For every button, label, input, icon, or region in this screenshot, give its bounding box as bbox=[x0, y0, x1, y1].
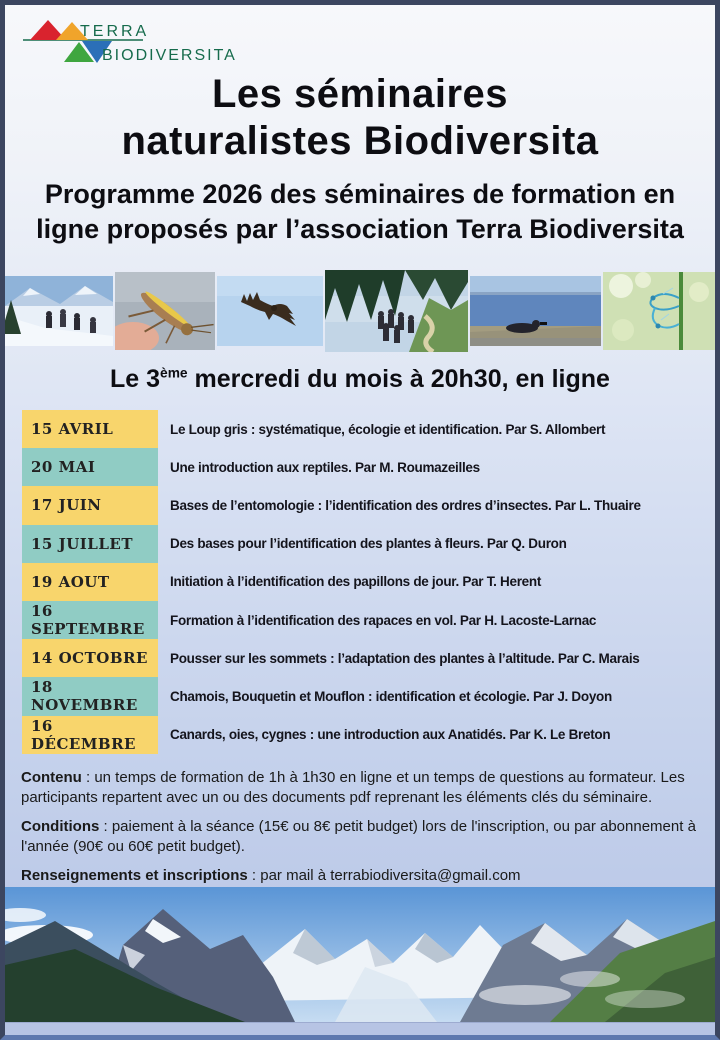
info-sections bbox=[21, 768, 703, 895]
info-label: Conditions bbox=[21, 818, 100, 836]
session-row bbox=[22, 448, 705, 486]
session-date: 16 SEPTEMBRE bbox=[22, 601, 158, 639]
footer-bar bbox=[5, 1022, 715, 1035]
info-paragraph bbox=[21, 768, 703, 808]
session-row bbox=[22, 410, 705, 448]
photo-hikers-in-snow bbox=[5, 276, 113, 346]
mountain-panorama-photo bbox=[5, 887, 715, 1022]
session-description: Canards, oies, cygnes : une introduction aux Anatidés. Par K. Le Breton bbox=[170, 727, 611, 743]
schedule-table bbox=[22, 410, 705, 754]
schedule-heading bbox=[5, 365, 715, 394]
terra-biodiversita-logo bbox=[18, 16, 248, 68]
info-label: Renseignements et inscriptions bbox=[21, 867, 248, 885]
session-date: 14 OCTOBRE bbox=[22, 639, 158, 677]
photo-photographer-at-lakeshore bbox=[470, 276, 601, 346]
schedule-heading-suffix: mercredi du mois à 20h30, en ligne bbox=[187, 365, 610, 393]
schedule-heading-sup: ème bbox=[160, 365, 188, 381]
photo-hiking-group-on-trail bbox=[325, 270, 468, 352]
session-description: Pousser sur les sommets : l’adaptation des plantes à l’altitude. Par C. Marais bbox=[170, 650, 640, 666]
session-date: 20 MAI bbox=[22, 448, 158, 486]
session-row bbox=[22, 563, 705, 601]
session-date: 15 JUILLET bbox=[22, 525, 158, 563]
session-description: Des bases pour l’identification des plantes à fleurs. Par Q. Duron bbox=[170, 536, 567, 552]
photo-grasshopper-closeup bbox=[115, 272, 215, 350]
session-row bbox=[22, 677, 705, 715]
info-paragraph bbox=[21, 866, 703, 886]
logo-triangles-icon bbox=[18, 16, 248, 68]
photo-vulture-in-flight bbox=[217, 276, 323, 346]
info-text: : un temps de formation de 1h à 1h30 en ligne et un temps de questions au formateur. Les participants repartent avec un ou des documents pdf reprenant les éléments clés du séminaire. bbox=[21, 769, 685, 807]
photo-damselflies-on-plant bbox=[603, 272, 715, 350]
session-row bbox=[22, 525, 705, 563]
session-description: Initiation à l’identification des papillons de jour. Par T. Herent bbox=[170, 574, 542, 590]
session-row bbox=[22, 639, 705, 677]
session-description: Une introduction aux reptiles. Par M. Roumazeilles bbox=[170, 459, 480, 475]
session-description: Formation à l’identification des rapaces en vol. Par H. Lacoste-Larnac bbox=[170, 612, 597, 628]
session-row bbox=[22, 486, 705, 524]
title-line-2: naturalistes Biodiversita bbox=[121, 118, 599, 163]
page-subtitle: Programme 2026 des séminaires de formation en ligne proposés par l’association Terra Biodiversita bbox=[36, 179, 684, 245]
photo-strip bbox=[5, 268, 715, 354]
info-text: : paiement à la séance (15€ ou 8€ petit budget) lors de l'inscription, ou par abonnement à l'année (90€ ou 60€ petit budget). bbox=[21, 818, 696, 856]
session-row bbox=[22, 601, 705, 639]
session-date: 17 JUIN bbox=[22, 486, 158, 524]
logo-text-terra: TERRA bbox=[80, 23, 150, 40]
session-date: 16 DÉCEMBRE bbox=[22, 716, 158, 754]
session-date: 18 NOVEMBRE bbox=[22, 677, 158, 715]
session-description: Le Loup gris : systématique, écologie et identification. Par S. Allombert bbox=[170, 421, 606, 437]
session-date: 15 AVRIL bbox=[22, 410, 158, 448]
session-date: 19 AOUT bbox=[22, 563, 158, 601]
session-description: Bases de l’entomologie : l’identification des ordres d’insectes. Par L. Thuaire bbox=[170, 497, 641, 513]
page-title bbox=[5, 71, 715, 165]
schedule-heading-prefix: Le 3 bbox=[110, 365, 161, 393]
session-row bbox=[22, 716, 705, 754]
info-paragraph bbox=[21, 817, 703, 857]
session-description: Chamois, Bouquetin et Mouflon : identification et écologie. Par J. Doyon bbox=[170, 688, 612, 704]
title-line-1: Les séminaires bbox=[211, 72, 509, 116]
logo-text-biodiversita: BIODIVERSITA bbox=[102, 47, 237, 64]
info-label: Contenu bbox=[21, 769, 82, 786]
info-text: : par mail à terrabiodiversita@gmail.com bbox=[247, 867, 521, 885]
